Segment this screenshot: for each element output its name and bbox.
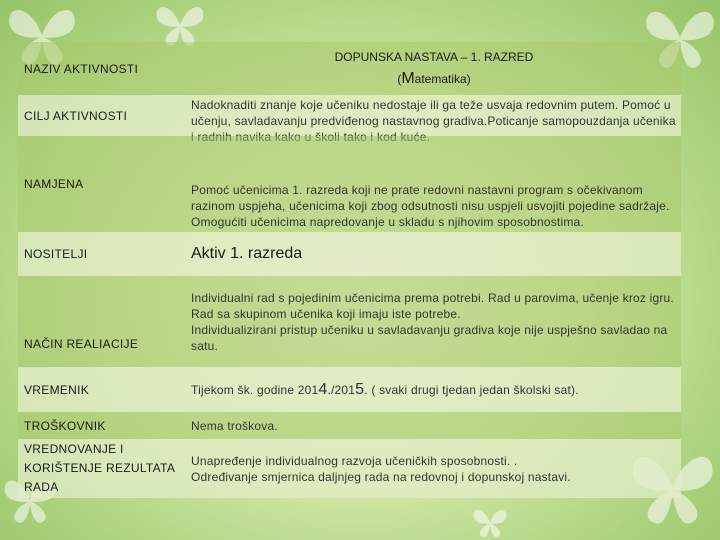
nositelji-label: NOSITELJI [18,232,185,276]
title-line-1: DOPUNSKA NASTAVA – 1. RAZRED [334,49,534,64]
nositelji-text: Aktiv 1. razreda [185,232,681,276]
nacin-text: Individualni rad s pojedinim učenicima prema potrebi. Rad u parovima, učenje kroz igru. Rad sa skupinom učenika koji imaju iste potrebe. Individualizirani pristup učeniku u savladavanju gradiva koje nije uspješno savladao na satu. [185,276,681,367]
vrednovanje-label: VREDNOVANJE I KORIŠTENJE REZULTATA RADA [18,439,185,498]
cilj-label: CILJ AKTIVNOSTI [18,95,185,136]
cilj-text: Nadoknaditi znanje koje učeniku nedostaje ili ga teže usvaja redovnim putem. Pomoć u učenju, savladavanju predviđenog nastavnog gradiva.Poticanje samopouzdanja učenika [185,95,681,136]
namjena-text: Pomoć učenicima 1. razreda koji ne prate redovni nastavni program s očekivanom razinom uspjeha, učenicima koji zbog odsutnosti nisu uspjeli usvojiti pojedine sadržaje. Omogućiti učenicima napredovanje u skladu s njihovim sposobnostima. [185,136,681,232]
page-title [185,42,681,95]
title-line-2: (Matematika) [397,69,471,87]
vrednovanje-text: Unapređenje individualnog razvoja učeničkih sposobnosti. . Određivanje smjernica daljnjeg rada na redovnoj i dopunskoj nastavi. [185,439,681,498]
activity-table [18,42,681,498]
vremenik-text: Tijekom šk. godine 2014./2015. ( svaki drugi tjedan jedan školski sat). [185,367,681,412]
namjena-label: NAMJENA [18,136,185,232]
butterfly-icon [470,505,510,540]
header-label: NAZIV AKTIVNOSTI [18,42,185,95]
troskovnik-label: TROŠKOVNIK [18,412,185,439]
vremenik-label: VREMENIK [18,367,185,412]
nacin-label: NAČIN REALIACIJE [18,276,185,367]
troskovnik-text: Nema troškova. [185,412,681,439]
